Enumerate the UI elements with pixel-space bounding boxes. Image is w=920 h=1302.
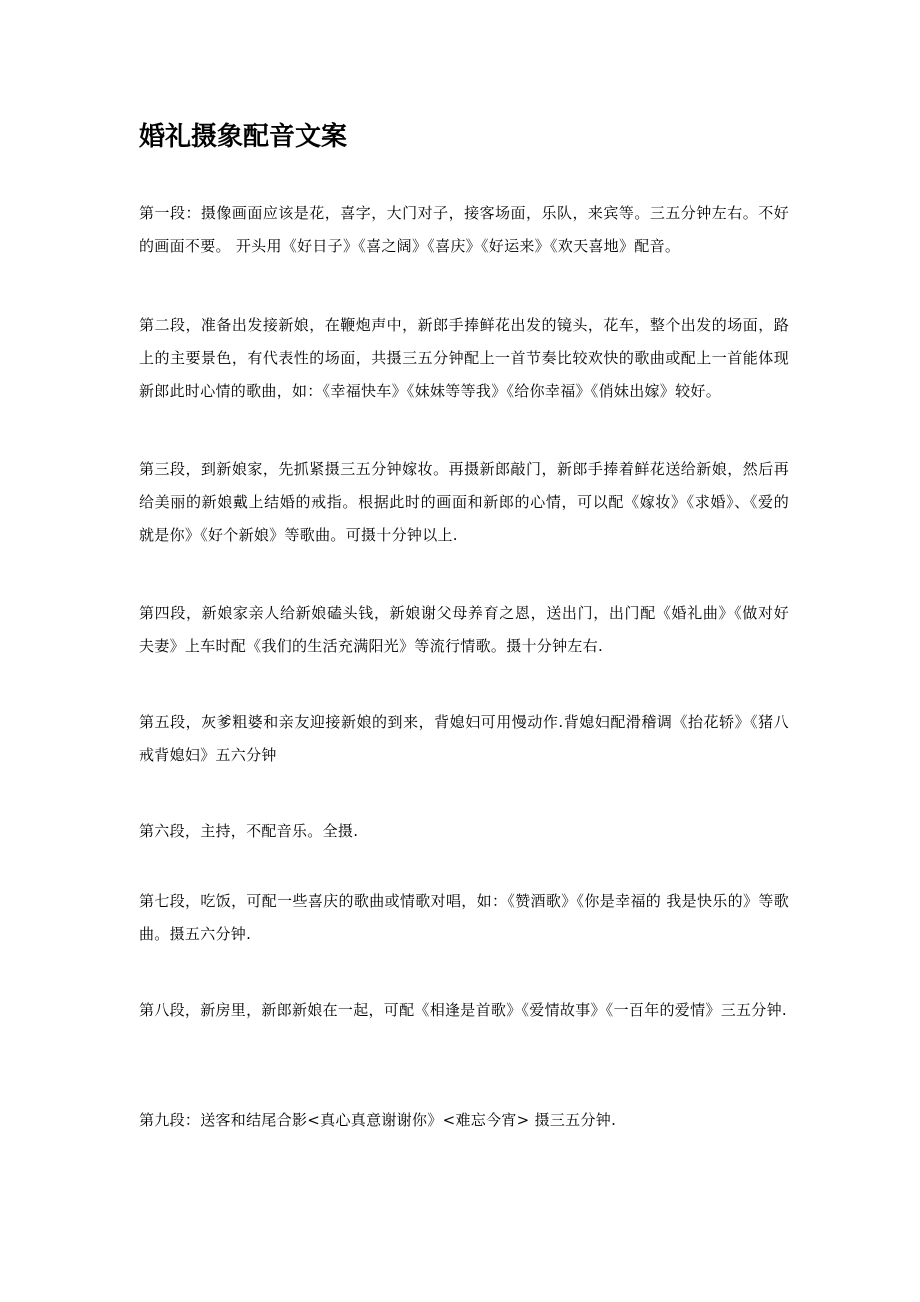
- paragraph-5: 第五段，灰爹粗婆和亲友迎接新娘的到来，背媳妇可用慢动作.背媳妇配滑稽调《抬花轿》《猪八戒背媳妇》五六分钟: [139, 713, 789, 764]
- paragraph-7: 第七段，吃饭，可配一些喜庆的歌曲或情歌对唱，如：《赞酒歌》《你是幸福的 我是快乐的》等歌曲。摄五六分钟.: [139, 892, 789, 943]
- document-title: 婚礼摄象配音文案: [139, 122, 348, 152]
- paragraph-2: 第二段，准备出发接新娘，在鞭炮声中，新郎手捧鲜花出发的镜头，花车，整个出发的场面，路上的主要景色，有代表性的场面，共摄三五分钟配上一首节奏比较欢快的歌曲或配上一首能体现新郎此时心情的歌曲，如：《幸福快车》《妹妹等等我》《给你幸福》《俏妹出嫁》较好。: [139, 316, 789, 400]
- paragraph-3: 第三段，到新娘家，先抓紧摄三五分钟嫁妆。再摄新郎敲门，新郎手捧着鲜花送给新娘，然后再给美丽的新娘戴上结婚的戒指。根据此时的画面和新郎的心情，可以配《嫁妆》《求婚》、《爱的就是你》《好个新娘》等歌曲。可摄十分钟以上.: [139, 460, 789, 544]
- paragraph-8: 第八段，新房里，新郎新娘在一起，可配《相逢是首歌》《爱情故事》《一百年的爱情》三五分钟.: [139, 1001, 787, 1019]
- paragraph-1: 第一段：摄像画面应该是花，喜字，大门对子，接客场面，乐队，来宾等。三五分钟左右。不好的画面不要。 开头用《好日子》《喜之阔》《喜庆》《好运来》《欢天喜地》配音。: [139, 204, 789, 255]
- paragraph-4: 第四段，新娘家亲人给新娘磕头钱，新娘谢父母养育之恩，送出门，出门配《婚礼曲》《做对好夫妻》上车时配《我们的生活充满阳光》等流行情歌。摄十分钟左右.: [139, 604, 789, 655]
- paragraph-9: 第九段：送客和结尾合影<真心真意谢谢你》<难忘今宵> 摄三五分钟.: [139, 1111, 617, 1129]
- paragraph-6: 第六段，主持，不配音乐。全摄.: [139, 822, 359, 840]
